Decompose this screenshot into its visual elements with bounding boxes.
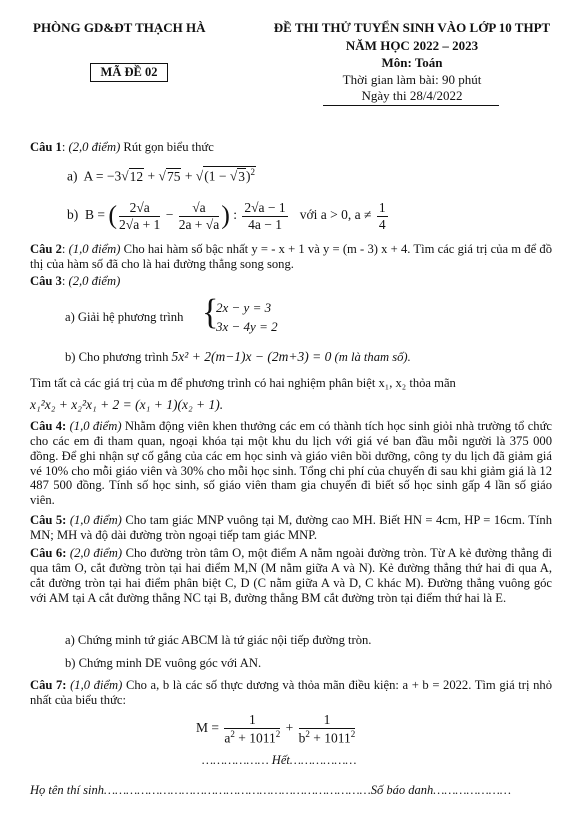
q7-label: Câu 7: (30, 678, 67, 692)
q2-label: Câu 2 (30, 242, 62, 256)
q3b (65, 349, 411, 365)
q7-text2: . Tìm giá trị nhỏ nhất của biểu thức: (30, 678, 552, 707)
system-brace: { (202, 293, 219, 332)
q3-points: (2,0 điểm) (68, 274, 121, 288)
q1a-label: a) (67, 168, 78, 184)
q6-text: Cho đường tròn tâm O, một điểm A nằm ngoài đường tròn. Từ A kẻ đường thẳng đi qua tâm O, cắt đường tròn tại hai điểm M,N (M nằm giữa A và N). Kẻ đường thẳng thứ hai đi qua A, cắt đường tròn tại hai điểm phân biệt C, D (C nằm giữa A và D, C khác M). Đường thẳng vuông góc với AM tại A cắt đường thẳng NC tại B, đường thẳng BM cắt đường tròn tại điểm thứ hai là E. (30, 546, 552, 605)
header-divider (323, 105, 499, 106)
department-title: PHÒNG GD&ĐT THẠCH HÀ (33, 20, 206, 35)
question-7 (30, 678, 552, 708)
question-5 (30, 513, 552, 543)
duration: Thời gian làm bài: 90 phút (342, 72, 482, 87)
q2-text: Cho hai hàm số bậc nhất y = - x + 1 và y = (m - 3) x + 4. Tìm các giá trị của m để đồ thị của hàm số đã cho là hai đường thẳng song song. (30, 242, 552, 271)
subject: Môn: Toán (381, 55, 443, 70)
exam-code-box: MÃ ĐỀ 02 (90, 63, 168, 82)
q1b-label: b) (67, 207, 79, 223)
q7-text: Cho a, b là các số thực dương và thỏa mãn điều kiện: (125, 678, 399, 692)
q7-condition: a + b = 2022 (402, 678, 469, 692)
candidate-info: Họ tên thí sinh………………………………………………………………Số báo danh………………… (30, 783, 512, 797)
q3-label: Câu 3 (30, 274, 62, 288)
q6-label: Câu 6: (30, 546, 67, 560)
q4-label: Câu 4: (30, 419, 67, 433)
q5-points: (1,0 điểm) (69, 513, 122, 527)
q7-points: (1,0 điểm) (70, 678, 123, 692)
q3-condition: x₁²x₂ + x₂²x₁ + 2 = (x₁ + 1)(x₂ + 1). (30, 397, 224, 412)
question-1: Câu 1: (2,0 điểm) Rút gọn biểu thức (30, 140, 214, 154)
q1b-condition: với a > 0, a ≠ (299, 207, 372, 223)
q3-find: Tìm tất cả các giá trị của m để phương trình có hai nghiệm phân biệt x₁, x₂ thỏa mãn (30, 376, 456, 390)
q7-expression: M = $\frac{1}{a^2 + 1011^2}$ + $\frac{1}{b^2 + 1011^2}$ (196, 712, 356, 746)
q1a: a) $A = -3√12 + √75 + √(1 - √3)^2$ (67, 167, 255, 184)
q5-text: Cho tam giác MNP vuông tại M, đường cao MH. Biết HN = 4cm, HP = 16cm. Tính MN; MH và độ dài đường tròn ngoại tiếp tam giác MNP. (30, 513, 553, 542)
question-4 (30, 419, 552, 508)
q5-label: Câu 5: (30, 513, 67, 527)
q1b: b) B = ( $\frac{2√a}{2√a + 1}$ − $\frac{√a}{2a + √a}$ ) : $\frac{2√a - 1}{4a - 1}$ với a > 0, a ≠ $\frac{1}{4}$ (67, 200, 386, 232)
q3a (65, 310, 183, 325)
q2-points: (1,0 điểm) (68, 242, 121, 256)
question-6 (30, 546, 552, 605)
q3b-param: (m là tham số). (334, 350, 411, 364)
exam-title: ĐỀ THI THỬ TUYỂN SINH VÀO LỚP 10 THPT (273, 20, 551, 35)
school-year: NĂM HỌC 2022 – 2023 (345, 38, 479, 53)
question-3: Câu 3: (2,0 điểm) (30, 274, 121, 288)
q6a: a) Chứng minh tứ giác ABCM là tứ giác nội tiếp đường tròn. (65, 633, 372, 647)
q3-eq2: 3x − 4y = 2 (216, 319, 278, 334)
q1-points: (2,0 điểm) (68, 140, 121, 154)
exam-date: Ngày thi 28/4/2022 (361, 88, 463, 103)
q4-text: Nhằm động viên khen thưởng các em có thành tích học sinh giỏi nhà trường tổ chức cho các em đi tham quan, ngoại khóa tại một khu du lịch với giá vé ban đầu mỗi người là 375 000 đồng. Để ghi nhận sự cố gắng của các em học sinh và giáo viên bồi dưỡng, công ty du lịch đã giảm giá vé 10% cho mỗi giáo viên và 30% cho mỗi học sinh. Tổng chi phí của chuyến đi sau khi giảm giá là 12 487 500 đồng. Tính số học sinh, số giáo viên tham gia chuyến đi biết số học sinh gấp 4 lần số giáo viên. (30, 419, 552, 508)
q4-points: (1,0 điểm) (69, 419, 122, 433)
q1-text: Rút gọn biểu thức (123, 140, 214, 154)
q1-label: Câu 1 (30, 140, 62, 154)
q3a-text: a) Giải hệ phương trình (65, 310, 184, 324)
q3b-text: b) Cho phương trình (65, 350, 169, 364)
end-marker: ……………… Hết……………… (202, 753, 357, 767)
question-2: Câu 2: (1,0 điểm) Cho hai hàm số bậc nhất y = - x + 1 và y = (m - 3) x + 4. Tìm các giá trị của m để đồ thị của hàm số đã cho là hai đường thẳng song song. (30, 242, 552, 271)
q3-eq1: 2x − y = 3 (216, 300, 272, 315)
q6b: b) Chứng minh DE vuông góc với AN. (65, 656, 262, 670)
q3b-equation: 5x² + 2(m−1)x − (2m+3) = 0 (171, 349, 332, 364)
q6-points: (2,0 điểm) (69, 546, 123, 560)
